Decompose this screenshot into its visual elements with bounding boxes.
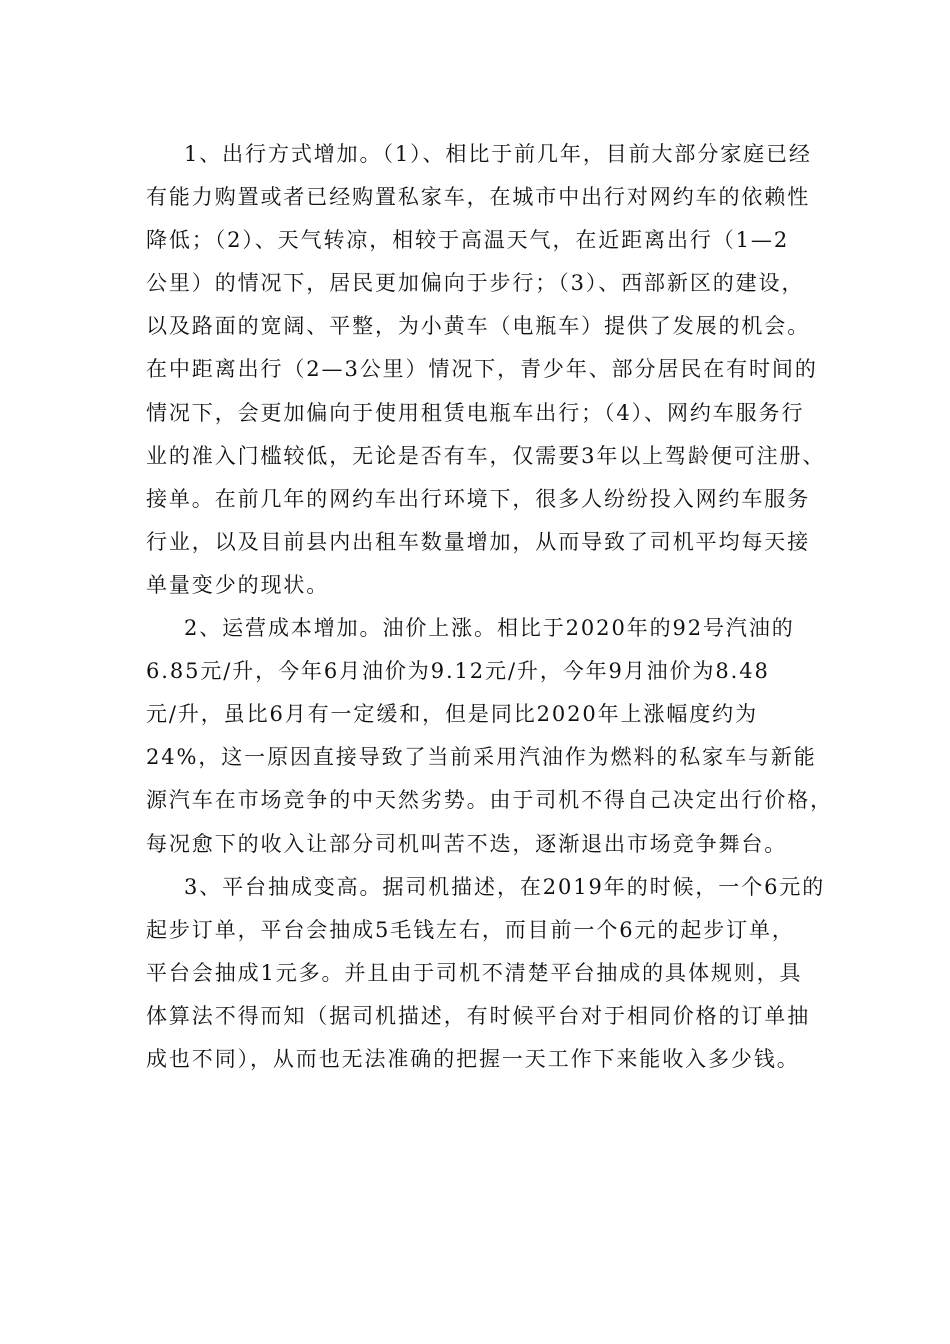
paragraph-1 <box>146 133 826 607</box>
paragraph-line: 每况愈下的收入让部分司机叫苦不迭，逐渐退出市场竞争舞台。 <box>146 831 788 856</box>
paragraph-line: 3、平台抽成变高。据司机描述，在2019年的时候，一个6元的 <box>184 874 826 899</box>
paragraph-line: 6.85元/升，今年6月油价为9.12元/升，今年9月油价为8.48 <box>146 659 770 684</box>
paragraph-line: 降低；（2）、天气转凉，相较于高温天气，在近距离出行（1—2 <box>146 228 790 253</box>
paragraph-line: 体算法不得而知（据司机描述，有时候平台对于相同价格的订单抽 <box>146 1003 811 1028</box>
paragraph-line: 接单。在前几年的网约车出行环境下，很多人纷纷投入网约车服务 <box>146 486 811 511</box>
document-body <box>146 133 833 1081</box>
paragraph-line: 行业，以及目前县内出租车数量增加，从而导致了司机平均每天接 <box>146 529 811 554</box>
paragraph-line: 单量变少的现状。 <box>146 572 330 597</box>
paragraph-2 <box>146 607 833 866</box>
paragraph-line: 公里）的情况下，居民更加偏向于步行；（3）、西部新区的建设， <box>146 271 805 296</box>
paragraph-line: 在中距离出行（2—3公里）情况下，青少年、部分居民在有时间的 <box>146 357 818 382</box>
paragraph-line: 以及路面的宽阔、平整，为小黄车（电瓶车）提供了发展的机会。 <box>146 314 811 339</box>
paragraph-line: 元/升，虽比6月有一定缓和，但是同比2020年上涨幅度约为 <box>146 702 758 727</box>
paragraph-line: 1、出行方式增加。（1）、相比于前几年，目前大部分家庭已经 <box>184 142 812 166</box>
paragraph-line: 业的准入门槛较低，无论是否有车，仅需要3年以上驾龄便可注册、 <box>146 443 826 468</box>
paragraph-3 <box>146 866 826 1081</box>
paragraph-line: 平台会抽成1元多。并且由于司机不清楚平台抽成的具体规则，具 <box>146 960 803 985</box>
paragraph-line: 2、运营成本增加。油价上涨。相比于2020年的92号汽油的 <box>184 616 795 641</box>
paragraph-line: 情况下，会更加偏向于使用租赁电瓶车出行；（4）、网约车服务行 <box>146 400 805 425</box>
paragraph-line: 成也不同），从而也无法准确的把握一天工作下来能收入多少钱。 <box>146 1046 800 1071</box>
paragraph-line: 源汽车在市场竞争的中天然劣势。由于司机不得自己决定出行价格， <box>146 788 833 813</box>
paragraph-line: 24%，这一原因直接导致了当前采用汽油作为燃料的私家车与新能 <box>146 745 817 770</box>
paragraph-line: 有能力购置或者已经购置私家车，在城市中出行对网约车的依赖性 <box>146 185 811 210</box>
paragraph-line: 起步订单，平台会抽成5毛钱左右，而目前一个6元的起步订单， <box>146 917 795 942</box>
